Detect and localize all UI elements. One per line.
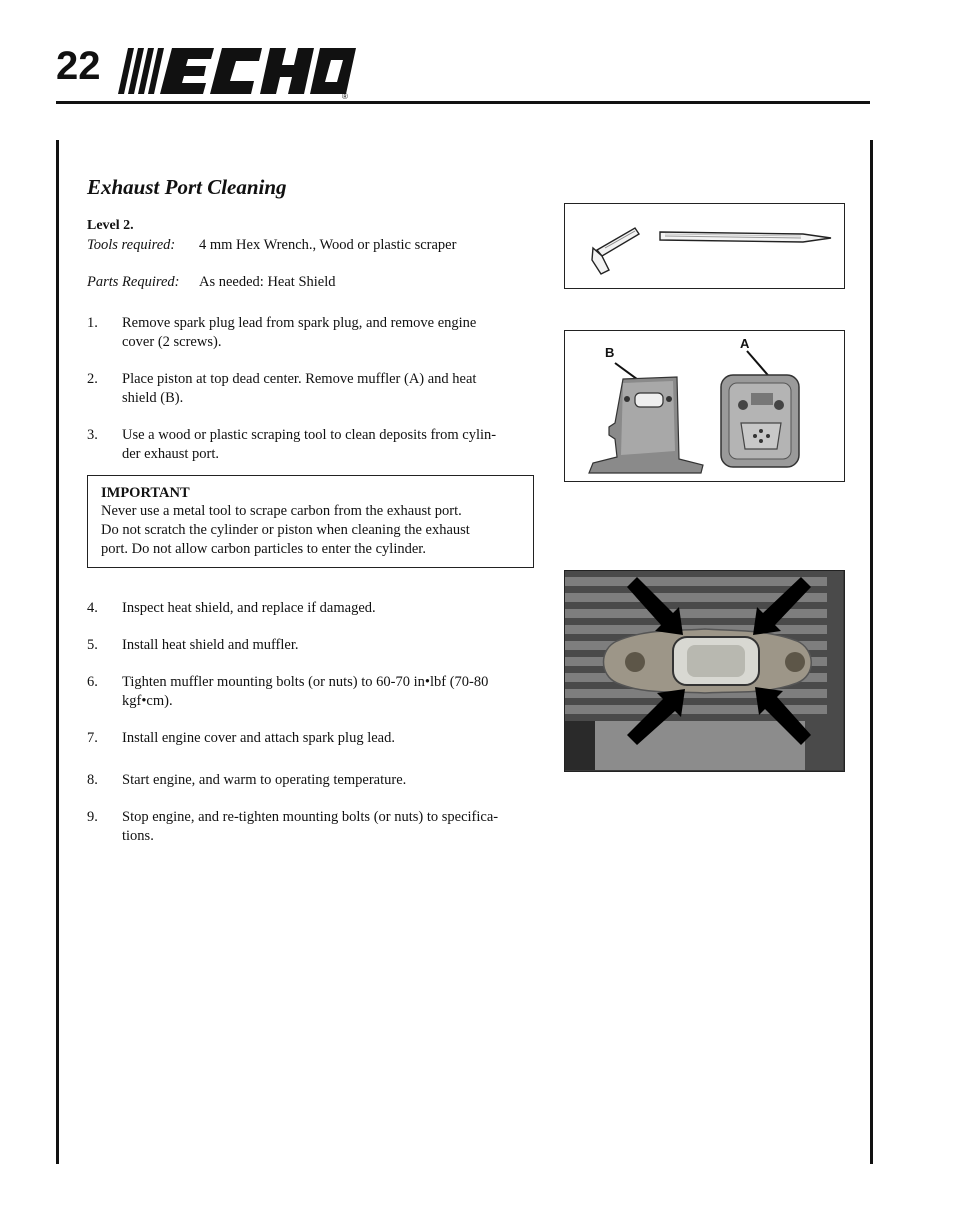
step-number: 5. <box>87 637 98 653</box>
step-text-line: Stop engine, and re-tighten mounting bolts (or nuts) to specifica- <box>122 809 499 825</box>
parts-required-row <box>87 273 336 292</box>
important-line: Do not scratch the cylinder or piston when cleaning the exhaust <box>101 522 470 538</box>
exhaust-port-photo <box>564 570 845 772</box>
step-1 <box>87 314 532 352</box>
step-text-line: Install heat shield and muffler. <box>122 637 299 653</box>
parts-required-value: As needed: Heat Shield <box>199 274 336 290</box>
step-5 <box>87 636 532 655</box>
step-number: 2. <box>87 371 98 387</box>
step-text-line: Inspect heat shield, and replace if damaged. <box>122 600 376 616</box>
left-margin-rule <box>56 140 59 1164</box>
important-title: IMPORTANT <box>101 485 190 501</box>
hex-wrench-icon <box>592 228 639 274</box>
step-text-line: shield (B). <box>122 390 184 406</box>
muffler-icon <box>721 375 799 467</box>
step-7 <box>87 729 532 748</box>
step-number: 8. <box>87 772 98 788</box>
header-rule <box>56 101 870 104</box>
right-margin-rule <box>870 140 873 1164</box>
label-b: B <box>605 345 615 360</box>
tools-illustration <box>565 204 843 287</box>
step-number: 4. <box>87 600 98 616</box>
step-number: 3. <box>87 427 98 443</box>
step-text-line: tions. <box>122 828 154 844</box>
step-text-line: Use a wood or plastic scraping tool to clean deposits from cylin- <box>122 427 497 443</box>
tools-required-value: 4 mm Hex Wrench., Wood or plastic scraper <box>199 237 457 253</box>
registered-mark: ® <box>342 92 348 100</box>
step-number: 7. <box>87 730 98 746</box>
step-3 <box>87 426 532 464</box>
step-number: 1. <box>87 315 98 331</box>
important-text <box>101 502 521 559</box>
exhaust-port-flange <box>604 629 812 693</box>
step-4 <box>87 599 532 618</box>
scraper-icon <box>660 232 831 242</box>
page-number: 22 <box>56 44 101 88</box>
tools-figure <box>564 203 845 289</box>
label-a: A <box>740 336 750 351</box>
step-text-line: Place piston at top dead center. Remove muffler (A) and heat <box>122 371 477 387</box>
echo-logo <box>114 44 356 100</box>
tools-required-label: Tools required: <box>87 237 176 253</box>
step-text-line: Install engine cover and attach spark plug lead. <box>122 730 395 746</box>
step-6 <box>87 673 532 711</box>
tools-required-row <box>87 236 456 255</box>
step-number: 6. <box>87 674 98 690</box>
important-notice <box>87 475 534 568</box>
heat-shield-icon <box>589 377 703 473</box>
level-label: Level 2. <box>87 218 134 233</box>
muffler-heat-shield-illustration <box>565 331 843 480</box>
step-text-line: Start engine, and warm to operating temperature. <box>122 772 407 788</box>
step-text-line: cover (2 screws). <box>122 334 222 350</box>
section-title: Exhaust Port Cleaning <box>87 175 287 199</box>
step-text-line: Tighten muffler mounting bolts (or nuts) to 60-70 in•lbf (70-80 <box>122 674 489 690</box>
muffler-heat-shield-figure <box>564 330 845 482</box>
step-text-line: kgf•cm). <box>122 693 173 709</box>
step-text-line: Remove spark plug lead from spark plug, and remove engine <box>122 315 477 331</box>
step-text-line: der exhaust port. <box>122 446 220 462</box>
parts-required-label: Parts Required: <box>87 274 180 290</box>
important-line: Never use a metal tool to scrape carbon from the exhaust port. <box>101 503 462 519</box>
exhaust-port-illustration <box>565 571 843 770</box>
step-2 <box>87 370 532 408</box>
step-number: 9. <box>87 809 98 825</box>
important-line: port. Do not allow carbon particles to enter the cylinder. <box>101 541 426 557</box>
step-9 <box>87 808 532 846</box>
step-8 <box>87 771 532 790</box>
